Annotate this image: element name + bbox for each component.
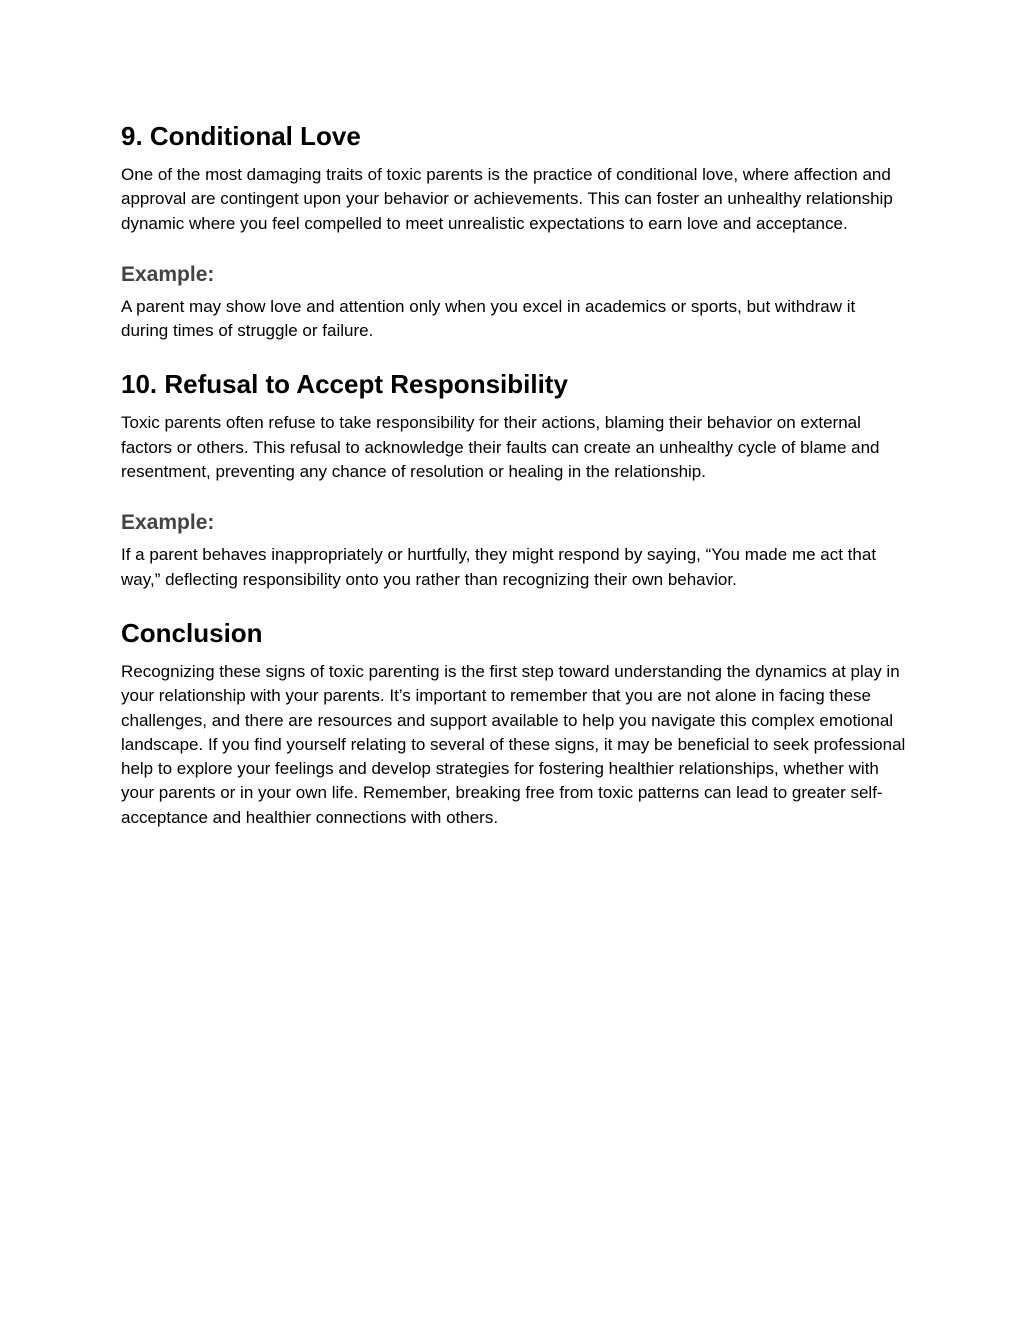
- conclusion-heading: Conclusion: [121, 617, 263, 648]
- example-heading: Example:: [121, 511, 215, 535]
- section-body: One of the most damaging traits of toxic parents is the practice of conditional love, where affection and approval are contingent upon your behavior or achievements. This can foster an unhealthy relationship dynamic where you feel compelled to meet unrealistic expectations to earn love and acceptance.: [121, 165, 893, 233]
- section-conclusion: [121, 616, 906, 830]
- section-body: Toxic parents often refuse to take responsibility for their actions, blaming their behavior on external factors or others. This refusal to acknowledge their faults can create an unhealthy cycle of blame and resentment, preventing any chance of resolution or healing in the relationship.: [121, 413, 880, 482]
- example-heading: Example:: [121, 262, 215, 286]
- conclusion-body: Recognizing these signs of toxic parenting is the first step toward understanding the dynamics at play in your relationship with your parents. It’s important to remember that you are not alone in facing these challenges, and there are resources and support available to help you navigate this complex emotional landscape. If you find yourself relating to several of these signs, it may be beneficial to seek professional help to explore your feelings and develop strategies for fostering healthier relationships, whether with your parents or in your own life. Remember, breaking free from toxic patterns can lead to greater self-acceptance and healthier connections with others.: [121, 661, 906, 827]
- example-body: If a parent behaves inappropriately or hurtfully, they might respond by saying, “You made me act that way,” deflecting responsibility onto you rather than recognizing their own behavior.: [121, 545, 877, 589]
- section-heading: 9. Conditional Love: [121, 121, 361, 151]
- document-content: [121, 119, 906, 830]
- section-refusal-responsibility: [121, 367, 906, 591]
- section-heading: 10. Refusal to Accept Responsibility: [121, 369, 568, 400]
- section-conditional-love: [121, 119, 906, 343]
- example-body: A parent may show love and attention only when you excel in academics or sports, but withdraw it during times of struggle or failure.: [121, 296, 856, 341]
